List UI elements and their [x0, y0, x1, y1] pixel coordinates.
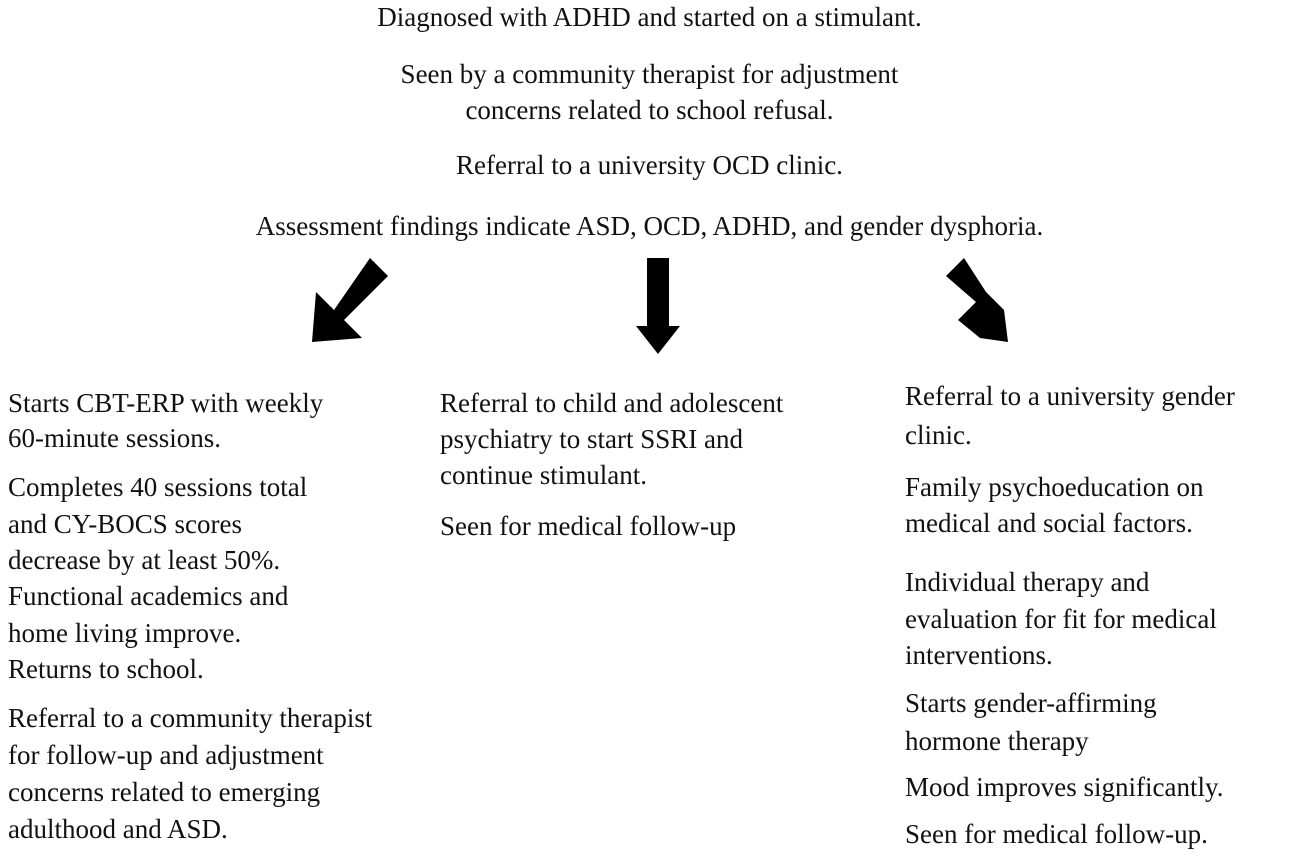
- arrow-down-icon: [636, 258, 680, 354]
- right-item-3-line-2: evaluation for fit for medical: [905, 604, 1217, 634]
- right-item-2-line-1: Family psychoeducation on: [905, 472, 1204, 502]
- arrow-down-left-icon: [312, 258, 388, 342]
- right-item-1-line-2: clinic.: [905, 420, 972, 450]
- left-item-2-line-4: Functional academics and: [8, 581, 289, 611]
- left-item-3-line-4: adulthood and ASD.: [8, 814, 228, 844]
- arrow-down-right-icon: [946, 258, 1008, 342]
- right-item-5: Mood improves significantly.: [905, 772, 1224, 802]
- left-item-1-line-2: 60-minute sessions.: [8, 423, 221, 453]
- step-community-therapist-line-1: Seen by a community therapist for adjustment: [400, 59, 899, 89]
- left-item-3-line-2: for follow-up and adjustment: [8, 740, 324, 770]
- left-item-1-line-1: Starts CBT-ERP with weekly: [8, 388, 324, 418]
- left-item-3-line-1: Referral to a community therapist: [8, 703, 373, 733]
- step-diagnosis: Diagnosed with ADHD and started on a stimulant.: [377, 2, 922, 32]
- middle-item-1-line-1: Referral to child and adolescent: [440, 388, 784, 418]
- step-ocd-clinic-referral: Referral to a university OCD clinic.: [456, 150, 843, 180]
- step-assessment-findings: Assessment findings indicate ASD, OCD, ADHD, and gender dysphoria.: [255, 211, 1044, 241]
- left-item-2-line-1: Completes 40 sessions total: [8, 472, 308, 502]
- right-item-1-line-1: Referral to a university gender: [905, 381, 1235, 411]
- step-community-therapist-line-2: concerns related to school refusal.: [465, 95, 834, 125]
- right-item-2-line-2: medical and social factors.: [905, 508, 1193, 538]
- middle-item-1-line-2: psychiatry to start SSRI and: [440, 424, 743, 454]
- left-item-2-line-6: Returns to school.: [8, 654, 204, 684]
- right-item-3-line-1: Individual therapy and: [905, 567, 1150, 597]
- right-item-4-line-1: Starts gender-affirming: [905, 688, 1157, 718]
- left-item-3-line-3: concerns related to emerging: [8, 777, 321, 807]
- left-item-2-line-5: home living improve.: [8, 618, 242, 648]
- left-item-2-line-2: and CY-BOCS scores: [8, 509, 242, 539]
- middle-item-2: Seen for medical follow-up: [440, 511, 737, 541]
- right-item-4-line-2: hormone therapy: [905, 726, 1089, 756]
- middle-item-1-line-3: continue stimulant.: [440, 460, 647, 490]
- right-item-6: Seen for medical follow-up.: [905, 819, 1208, 849]
- right-item-3-line-3: interventions.: [905, 640, 1053, 670]
- left-item-2-line-3: decrease by at least 50%.: [8, 545, 281, 575]
